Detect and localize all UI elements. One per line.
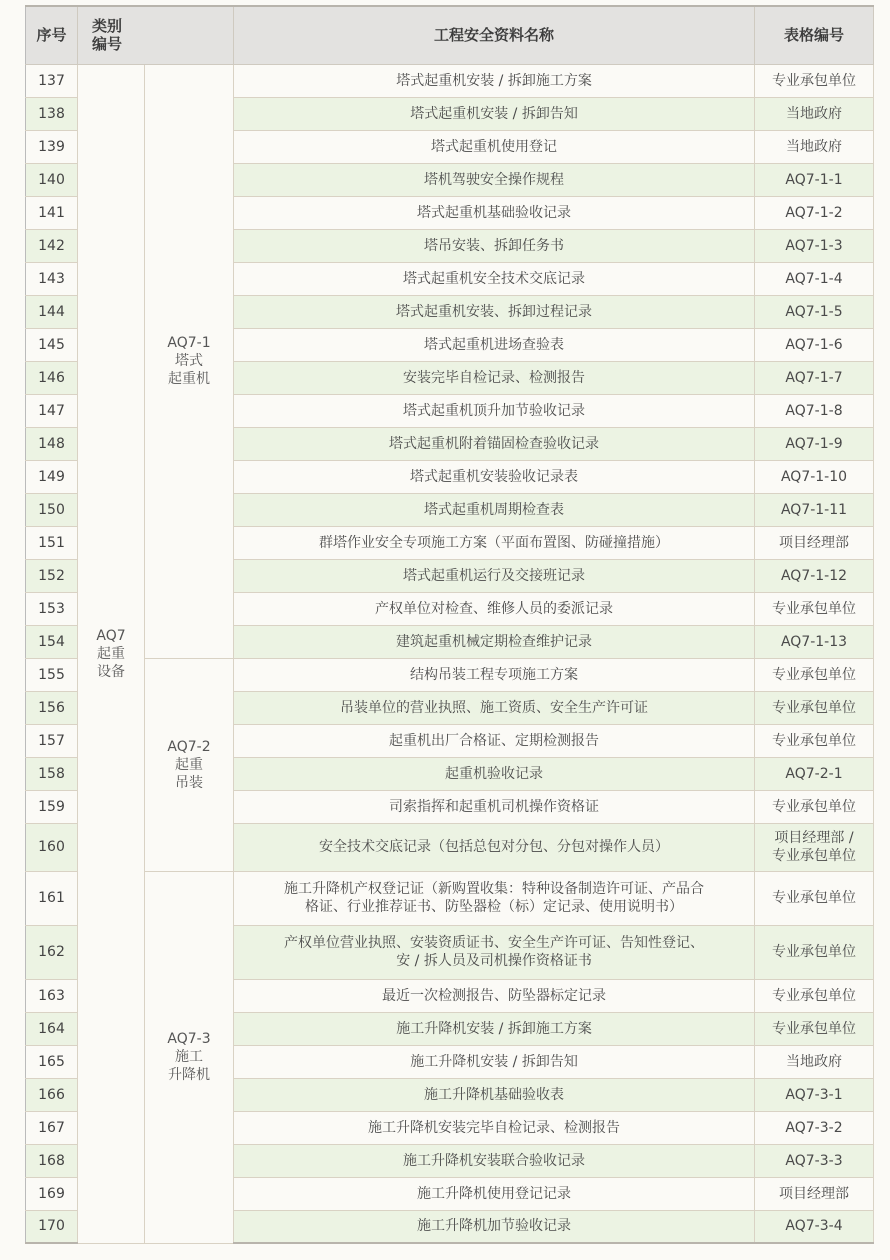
row-document-name: 施工升降机使用登记记录 xyxy=(234,1177,755,1210)
row-seq-number: 158 xyxy=(26,757,78,790)
row-form-number: 专业承包单位 xyxy=(755,925,874,979)
row-form-number: 项目经理部 xyxy=(755,526,874,559)
row-seq-number: 159 xyxy=(26,790,78,823)
subcategory-line3: 吊装 xyxy=(175,774,203,791)
category-aq7-cell xyxy=(78,64,145,1243)
row-form-number-line2: 专业承包单位 xyxy=(772,848,857,864)
row-seq-number: 151 xyxy=(26,526,78,559)
row-form-number: 当地政府 xyxy=(755,130,874,163)
row-form-number: AQ7-1-6 xyxy=(755,328,874,361)
row-seq-number: 145 xyxy=(26,328,78,361)
row-form-number: AQ7-3-4 xyxy=(755,1210,874,1243)
row-document-name: 塔式起重机安装验收记录表 xyxy=(234,460,755,493)
row-document-name: 最近一次检测报告、防坠器标定记录 xyxy=(234,979,755,1012)
row-document-name: 塔式起重机安全技术交底记录 xyxy=(234,262,755,295)
row-seq-number: 163 xyxy=(26,979,78,1012)
row-document-name: 塔式起重机基础验收记录 xyxy=(234,196,755,229)
row-seq-number: 167 xyxy=(26,1111,78,1144)
header-category-line1: 类别 xyxy=(92,17,123,36)
subcategory-line2: 起重 xyxy=(175,756,203,773)
row-form-number: 专业承包单位 xyxy=(755,592,874,625)
row-seq-number: 150 xyxy=(26,493,78,526)
header-form-no: 表格编号 xyxy=(755,6,874,64)
row-document-name: 塔式起重机运行及交接班记录 xyxy=(234,559,755,592)
row-document-name: 塔式起重机顶升加节验收记录 xyxy=(234,394,755,427)
row-form-number: AQ7-1-7 xyxy=(755,361,874,394)
row-document-name: 施工升降机加节验收记录 xyxy=(234,1210,755,1243)
row-document-name: 塔式起重机周期检查表 xyxy=(234,493,755,526)
row-form-number: AQ7-1-9 xyxy=(755,427,874,460)
row-form-number: AQ7-1-8 xyxy=(755,394,874,427)
row-form-number: AQ7-2-1 xyxy=(755,757,874,790)
table-header-row xyxy=(26,6,874,64)
row-form-number: 当地政府 xyxy=(755,97,874,130)
row-seq-number: 169 xyxy=(26,1177,78,1210)
row-document-name: 塔式起重机进场查验表 xyxy=(234,328,755,361)
row-seq-number: 146 xyxy=(26,361,78,394)
row-form-number: AQ7-3-3 xyxy=(755,1144,874,1177)
row-form-number: AQ7-1-11 xyxy=(755,493,874,526)
row-document-name: 结构吊装工程专项施工方案 xyxy=(234,658,755,691)
row-document-name-line2: 格证、行业推荐证书、防坠器检（标）定记录、使用说明书） xyxy=(305,899,684,915)
row-form-number: 专业承包单位 xyxy=(755,724,874,757)
row-document-name: 施工升降机基础验收表 xyxy=(234,1078,755,1111)
row-form-number: AQ7-1-2 xyxy=(755,196,874,229)
row-seq-number: 152 xyxy=(26,559,78,592)
header-category xyxy=(78,6,234,64)
row-form-number: 项目经理部 xyxy=(755,1177,874,1210)
table-row xyxy=(26,658,874,691)
row-form-number: AQ7-1-1 xyxy=(755,163,874,196)
row-seq-number: 155 xyxy=(26,658,78,691)
row-seq-number: 138 xyxy=(26,97,78,130)
row-document-name: 施工升降机安装联合验收记录 xyxy=(234,1144,755,1177)
subcategory-cell xyxy=(145,658,234,871)
row-seq-number: 170 xyxy=(26,1210,78,1243)
row-form-number: AQ7-1-4 xyxy=(755,262,874,295)
header-category-line2: 编号 xyxy=(92,35,123,54)
row-form-number: AQ7-3-1 xyxy=(755,1078,874,1111)
subcategory-line1: AQ7-2 xyxy=(167,738,211,755)
row-seq-number: 143 xyxy=(26,262,78,295)
row-document-name: 安全技术交底记录（包括总包对分包、分包对操作人员） xyxy=(234,823,755,871)
row-document-name: 吊装单位的营业执照、施工资质、安全生产许可证 xyxy=(234,691,755,724)
row-form-number: AQ7-1-12 xyxy=(755,559,874,592)
row-form-number: 专业承包单位 xyxy=(755,64,874,97)
header-seq: 序号 xyxy=(26,6,78,64)
row-document-name: 施工升降机安装 / 拆卸施工方案 xyxy=(234,1012,755,1045)
category-aq7-line3: 设备 xyxy=(97,663,125,680)
row-document-name: 施工升降机安装完毕自检记录、检测报告 xyxy=(234,1111,755,1144)
row-form-number: AQ7-1-3 xyxy=(755,229,874,262)
table-body xyxy=(26,64,874,1243)
row-form-number: AQ7-1-5 xyxy=(755,295,874,328)
row-seq-number: 137 xyxy=(26,64,78,97)
row-document-name: 安装完毕自检记录、检测报告 xyxy=(234,361,755,394)
row-document-name xyxy=(234,871,755,925)
row-seq-number: 164 xyxy=(26,1012,78,1045)
row-seq-number: 156 xyxy=(26,691,78,724)
row-seq-number: 139 xyxy=(26,130,78,163)
row-document-name-line1: 产权单位营业执照、安装资质证书、安全生产许可证、告知性登记、 xyxy=(284,935,705,951)
row-document-name: 起重机验收记录 xyxy=(234,757,755,790)
row-document-name: 塔式起重机安装 / 拆卸施工方案 xyxy=(234,64,755,97)
subcategory-line1: AQ7-3 xyxy=(167,1031,211,1047)
row-document-name: 塔式起重机使用登记 xyxy=(234,130,755,163)
row-seq-number: 157 xyxy=(26,724,78,757)
row-form-number: 专业承包单位 xyxy=(755,979,874,1012)
row-seq-number: 149 xyxy=(26,460,78,493)
subcategory-line3: 升降机 xyxy=(168,1067,210,1083)
category-aq7-line2: 起重 xyxy=(97,645,125,662)
row-seq-number: 165 xyxy=(26,1045,78,1078)
row-seq-number: 162 xyxy=(26,925,78,979)
row-form-number: 专业承包单位 xyxy=(755,1012,874,1045)
row-document-name: 群塔作业安全专项施工方案（平面布置图、防碰撞措施） xyxy=(234,526,755,559)
table-row xyxy=(26,871,874,925)
row-document-name: 施工升降机安装 / 拆卸告知 xyxy=(234,1045,755,1078)
subcategory-line1: AQ7-1 xyxy=(167,335,211,351)
row-form-number-line1: 项目经理部 / xyxy=(774,830,854,846)
row-document-name: 起重机出厂合格证、定期检测报告 xyxy=(234,724,755,757)
row-form-number: 专业承包单位 xyxy=(755,871,874,925)
row-seq-number: 140 xyxy=(26,163,78,196)
row-document-name: 塔式起重机安装 / 拆卸告知 xyxy=(234,97,755,130)
row-document-name xyxy=(234,925,755,979)
subcategory-cell xyxy=(145,64,234,658)
header-name: 工程安全资料名称 xyxy=(234,6,755,64)
subcategory-line2: 塔式 xyxy=(175,353,203,369)
row-seq-number: 141 xyxy=(26,196,78,229)
subcategory-line3: 起重机 xyxy=(168,371,210,387)
subcategory-cell xyxy=(145,871,234,1243)
row-form-number: AQ7-1-10 xyxy=(755,460,874,493)
row-form-number: AQ7-3-2 xyxy=(755,1111,874,1144)
row-document-name: 塔机驾驶安全操作规程 xyxy=(234,163,755,196)
row-form-number: 当地政府 xyxy=(755,1045,874,1078)
safety-docs-table xyxy=(25,5,874,1244)
row-document-name-line2: 安 / 拆人员及司机操作资格证书 xyxy=(396,953,592,969)
row-document-name: 产权单位对检查、维修人员的委派记录 xyxy=(234,592,755,625)
row-seq-number: 148 xyxy=(26,427,78,460)
row-seq-number: 153 xyxy=(26,592,78,625)
subcategory-line2: 施工 xyxy=(175,1049,203,1065)
table-row xyxy=(26,64,874,97)
row-form-number: AQ7-1-13 xyxy=(755,625,874,658)
row-form-number: 专业承包单位 xyxy=(755,790,874,823)
row-seq-number: 161 xyxy=(26,871,78,925)
row-document-name: 塔式起重机安装、拆卸过程记录 xyxy=(234,295,755,328)
row-form-number: 专业承包单位 xyxy=(755,658,874,691)
row-seq-number: 147 xyxy=(26,394,78,427)
row-seq-number: 144 xyxy=(26,295,78,328)
row-seq-number: 142 xyxy=(26,229,78,262)
row-document-name-line1: 施工升降机产权登记证（新购置收集：特种设备制造许可证、产品合 xyxy=(284,881,705,897)
row-seq-number: 168 xyxy=(26,1144,78,1177)
row-document-name: 司索指挥和起重机司机操作资格证 xyxy=(234,790,755,823)
row-document-name: 建筑起重机械定期检查维护记录 xyxy=(234,625,755,658)
row-document-name: 塔吊安装、拆卸任务书 xyxy=(234,229,755,262)
row-form-number xyxy=(755,823,874,871)
category-aq7-line1: AQ7 xyxy=(96,627,126,644)
row-document-name: 塔式起重机附着锚固检查验收记录 xyxy=(234,427,755,460)
row-seq-number: 160 xyxy=(26,823,78,871)
row-seq-number: 166 xyxy=(26,1078,78,1111)
row-seq-number: 154 xyxy=(26,625,78,658)
row-form-number: 专业承包单位 xyxy=(755,691,874,724)
